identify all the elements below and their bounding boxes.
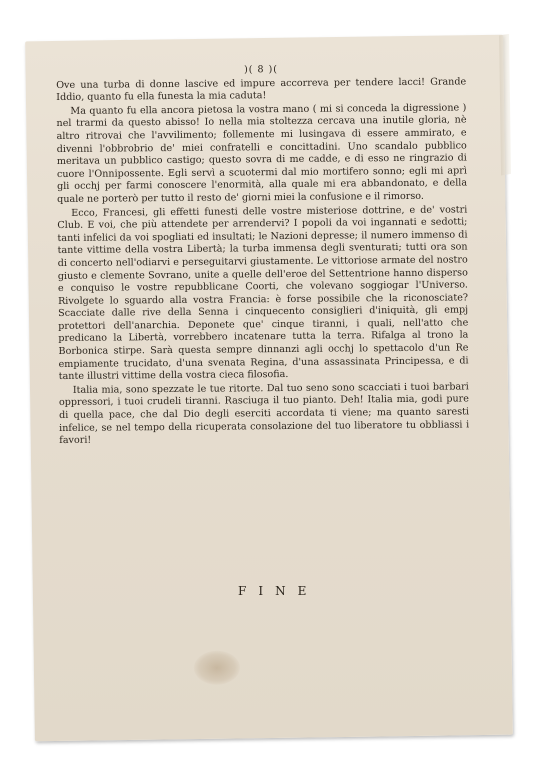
paragraph-2: Ma quanto fu ella ancora pietosa la vostra mano ( mi si conceda la digressione ) nel trarmi da questo abisso! Io nella mia stoltezza cercava una inutile gloria, nè altro ritrovai che l'avvilimento; follemente mi lusingava di essere ammirato, e divenni l'obbrobrio de' miei confratelli e concittadini. Uno scandalo pubblico meritava un pubblico castigo; questo sovra di me cadde, e di esso ne ringrazio di cuore l'Onnipossente. Egli servì a scuotermi dal mio mortifero sonno; egli mi aprì gli occhj per farmi conoscere l'enormità, alla quale mi era abbandonato, e della quale ne porterò per tutto il resto de' giorni miei la confusione e il rimorso. [56, 102, 468, 205]
paper-stain [194, 650, 240, 685]
text-body [56, 62, 469, 448]
paragraph-3: Ecco, Francesi, gli effetti funesti delle vostre misteriose dottrine, e de' vostri Club. E voi, che più attendete per arrendervi? I popoli da voi ingannati e sedotti; tanti infelici da voi spogliati ed insultati; le Nazioni depresse; il numero immenso di tante vittime della vostra Libertà; la turba immensa degli sventurati; tutti ora son di concerto nell'odiarvi e perseguitarvi giustamente. Le vittoriose armate del nostro giusto e clemente Sovrano, unite a quelle dell'eroe del Settentrione hanno disperso e conquiso le vostre repubblicane Coorti, che volevano soggiogar l'Universo. Rivolgete lo sguardo alla vostra Francia: è forse possibile che la riconosciate? Scacciate dalle rive della Senna i cinquecento consiglieri d'iniquità, gli empj protettori dell'anarchia. Deponete que' cinque tiranni, i quali, nell'atto che predicano la Libertà, vorrebbero incatenare tutta la terra. Rifalga al trono la Borbonica stirpe. Sarà questa sempre dinnanzi agli occhj lo spettacolo d'un Re empiamente trucidato, d'una svenata Regina, d'una assassinata Principessa, e di tante illustri vittime della vostra cieca filosofia. [57, 203, 469, 383]
paragraph-4: Italia mia, sono spezzate le tue ritorte. Dal tuo seno sono scacciati i tuoi barbari oppressori, i tuoi crudeli tiranni. Rasciuga il tuo pianto. Deh! Italia mia, godi pure di quella pace, che dal Dio degli eserciti accordata ti viene; ma quanto saresti infelice, se nel tempo della ricuperata consolazione del tuo liberatore tu obbliassi i favori! [58, 381, 470, 447]
paragraph-1: Ove una turba di donne lascive ed impure accorreva per tendere lacci! Grande Iddio, quanto fu ella funesta la mia caduta! [56, 76, 467, 104]
page-number: )( 8 )( [244, 64, 279, 76]
end-mark: FINE [238, 584, 319, 598]
